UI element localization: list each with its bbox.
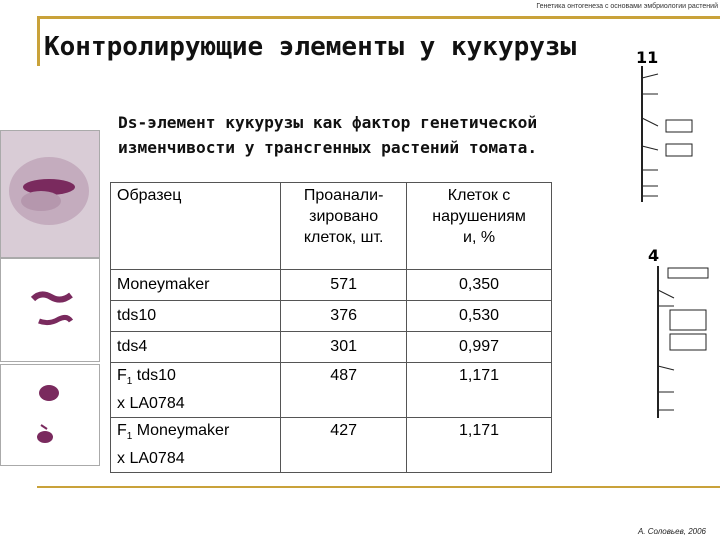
header-percent-line: и, %	[463, 229, 496, 246]
cell-percent: 0,530	[407, 301, 552, 332]
cell-sample	[111, 418, 281, 473]
chromosome-11-diagram	[612, 46, 716, 206]
cell-count: 427	[281, 418, 407, 473]
chromosome-4-diagram	[612, 246, 716, 422]
chromosome-number-11: 11	[636, 48, 659, 67]
chromosome-spread-image	[1, 259, 99, 361]
author-credit: А. Соловьев, 2006	[637, 527, 706, 536]
subtitle-line-1: Ds-элемент кукурузы как фактор генетической	[118, 113, 538, 132]
cell-count: 376	[281, 301, 407, 332]
table-row	[111, 363, 552, 418]
chromosome-map-11	[612, 46, 716, 206]
microscopy-image-3	[0, 364, 100, 466]
header-cells-analyzed	[281, 183, 407, 270]
slide-title: Контролирующие элементы у кукурузы	[44, 32, 577, 62]
sample-cross: x LA0784	[117, 395, 185, 413]
cell-count: 301	[281, 332, 407, 363]
header-cells-line: Проанали-	[303, 187, 384, 204]
table-header-row	[111, 183, 552, 270]
microscopy-image-2	[0, 258, 100, 362]
table-row	[111, 270, 552, 301]
header-cells-line: зировано	[309, 208, 379, 225]
header-percent-abnormal	[407, 183, 552, 270]
stained-nucleus-image	[1, 131, 99, 257]
table-row	[111, 301, 552, 332]
decorative-bottom-line	[37, 486, 720, 488]
sample-cross: x LA0784	[117, 450, 185, 468]
cell-sample: Moneymaker	[111, 270, 281, 301]
cell-count: 487	[281, 363, 407, 418]
data-table	[110, 182, 552, 473]
cell-percent: 0,350	[407, 270, 552, 301]
cell-percent: 1,171	[407, 418, 552, 473]
sample-f-subscript: 1	[126, 431, 133, 443]
cell-percent: 0,997	[407, 332, 552, 363]
cell-percent: 1,171	[407, 363, 552, 418]
header-sample: Образец	[111, 183, 281, 270]
cell-sample: tds4	[111, 332, 281, 363]
decorative-top-line	[37, 16, 720, 19]
sample-name: tds10	[132, 367, 176, 384]
header-percent-line: нарушениям	[432, 208, 526, 225]
cell-sample	[111, 363, 281, 418]
decorative-left-line	[37, 16, 40, 66]
sample-f: F	[117, 367, 127, 384]
chromosome-number-4: 4	[648, 246, 660, 265]
cell-count: 571	[281, 270, 407, 301]
subtitle-line-2: изменчивости у трансгенных растений томата.	[118, 138, 538, 157]
nucleus-fragments-image	[1, 365, 99, 465]
cell-sample: tds10	[111, 301, 281, 332]
microscopy-image-1	[0, 130, 100, 258]
sample-f-subscript: 1	[126, 376, 133, 388]
header-cells-line: клеток, шт.	[303, 229, 384, 246]
sample-name: Moneymaker	[132, 422, 230, 440]
table-row	[111, 332, 552, 363]
header-percent-line: Клеток с	[447, 187, 511, 204]
sample-f: F	[117, 422, 127, 440]
course-title-note: Генетика онтогенеза с основами эмбриологии растений	[536, 3, 718, 10]
slide-subtitle	[118, 110, 614, 160]
chromosome-map-4	[612, 246, 716, 422]
table-row	[111, 418, 552, 473]
